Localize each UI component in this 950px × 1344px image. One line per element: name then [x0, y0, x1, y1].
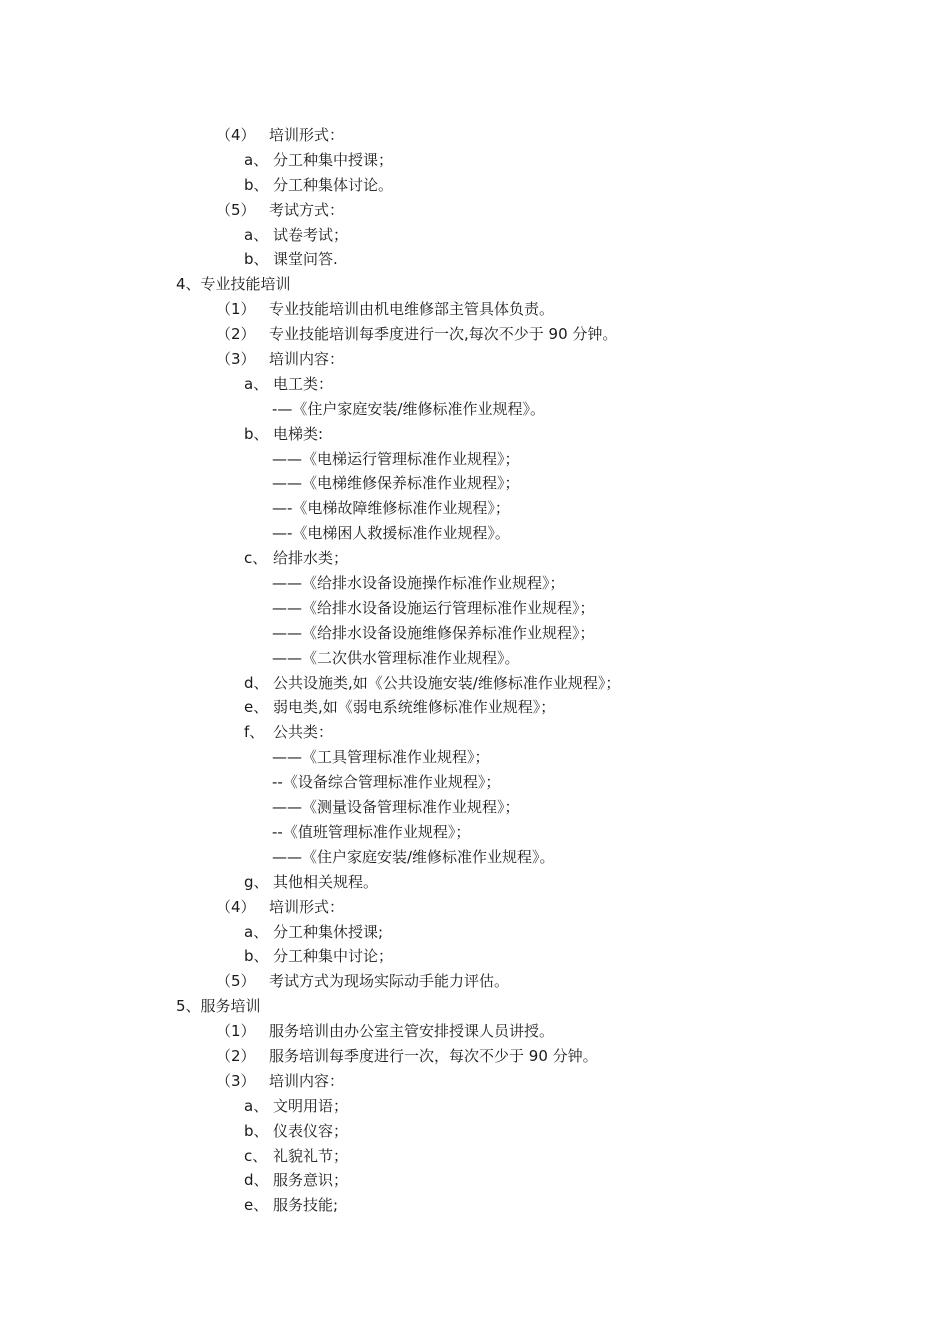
- dash-item: [0, 596, 950, 621]
- item-text: 礼貌礼节；: [273, 1146, 349, 1165]
- dash-item: [0, 521, 950, 546]
- item-text: 考试方式为现场实际动手能力评估。: [269, 972, 510, 991]
- numbered-item: [0, 1069, 950, 1094]
- item-text: 文明用语；: [273, 1096, 349, 1115]
- item-marker: 4、: [176, 275, 201, 294]
- item-text: 仪表仪容；: [273, 1121, 349, 1140]
- item-marker: （2）: [216, 1046, 256, 1065]
- item-marker: e、: [244, 1196, 269, 1215]
- item-marker: d、: [244, 1171, 269, 1190]
- dash-item: [0, 571, 950, 596]
- item-marker: a、: [244, 922, 269, 941]
- lettered-item: [0, 247, 950, 272]
- numbered-item: [0, 347, 950, 372]
- lettered-item: [0, 870, 950, 895]
- item-text: 服务技能;: [273, 1196, 339, 1215]
- item-text: --《值班管理标准作业规程》；: [272, 822, 471, 841]
- numbered-item: [0, 969, 950, 994]
- item-text: 课堂问答.: [273, 250, 338, 269]
- item-text: ——《给排水设备设施维修保养标准作业规程》；: [272, 623, 595, 642]
- item-text: 分工种集中授课；: [273, 150, 394, 169]
- lettered-item: [0, 671, 950, 696]
- lettered-item: [0, 148, 950, 173]
- lettered-item: [0, 1119, 950, 1144]
- lettered-item: [0, 720, 950, 745]
- item-marker: b、: [244, 947, 269, 966]
- item-marker: （1）: [216, 1022, 256, 1041]
- item-text: ——《电梯维修保养标准作业规程》；: [272, 474, 520, 493]
- lettered-item: [0, 173, 950, 198]
- item-text: 公共类：: [273, 723, 334, 742]
- numbered-item: [0, 1044, 950, 1069]
- lettered-item: [0, 223, 950, 248]
- item-marker: f、: [244, 723, 265, 742]
- item-marker: （5）: [216, 972, 256, 991]
- item-text: 培训形式：: [269, 897, 345, 916]
- item-text: 服务意识；: [273, 1171, 349, 1190]
- dash-item: [0, 397, 950, 422]
- item-text: ——《给排水设备设施运行管理标准作业规程》；: [272, 598, 595, 617]
- numbered-item: [0, 322, 950, 347]
- item-marker: （5）: [216, 200, 256, 219]
- item-marker: （4）: [216, 897, 256, 916]
- lettered-item: [0, 546, 950, 571]
- item-marker: e、: [244, 698, 269, 717]
- numbered-item: [0, 198, 950, 223]
- dash-item: [0, 471, 950, 496]
- item-text: —-《电梯困人救援标准作业规程》。: [272, 524, 510, 543]
- item-text: 其他相关规程。: [273, 872, 379, 891]
- item-marker: （1）: [216, 300, 256, 319]
- item-text: 专业技能培训: [200, 275, 291, 294]
- item-text: 服务培训由办公室主管安排授课人员讲授。: [269, 1022, 555, 1041]
- item-text: 服务培训每季度进行一次，每次不少于 90 分钟。: [269, 1046, 598, 1065]
- item-marker: a、: [244, 1096, 269, 1115]
- item-text: 专业技能培训由机电维修部主管具体负责。: [269, 300, 555, 319]
- item-text: ——《给排水设备设施操作标准作业规程》；: [272, 574, 565, 593]
- section-heading: [0, 272, 950, 297]
- item-text: 分工种集中讨论；: [273, 947, 394, 966]
- dash-item: [0, 745, 950, 770]
- item-marker: c、: [244, 1146, 268, 1165]
- lettered-item: [0, 1144, 950, 1169]
- item-marker: a、: [244, 225, 269, 244]
- dash-item: [0, 496, 950, 521]
- item-marker: 5、: [176, 997, 201, 1016]
- lettered-item: [0, 1168, 950, 1193]
- dash-item: [0, 621, 950, 646]
- item-text: 试卷考试；: [273, 225, 349, 244]
- numbered-item: [0, 895, 950, 920]
- item-text: ——《住户家庭安装/维修标准作业规程》。: [272, 847, 555, 866]
- lettered-item: [0, 422, 950, 447]
- item-text: 培训形式：: [269, 126, 345, 144]
- item-marker: b、: [244, 175, 269, 194]
- lettered-item: [0, 920, 950, 945]
- item-text: —-《电梯故障维修标准作业规程》；: [272, 499, 510, 518]
- dash-item: [0, 845, 950, 870]
- item-marker: （4）: [216, 126, 256, 144]
- item-marker: b、: [244, 250, 269, 269]
- item-text: -—《住户家庭安装/维修标准作业规程》。: [272, 399, 545, 418]
- item-text: 服务培训: [200, 997, 261, 1016]
- item-text: 培训内容：: [269, 1071, 345, 1090]
- numbered-item: [0, 297, 950, 322]
- item-text: 考试方式：: [269, 200, 345, 219]
- item-marker: （3）: [216, 1071, 256, 1090]
- item-text: 给排水类；: [273, 549, 349, 568]
- item-text: ——《测量设备管理标准作业规程》；: [272, 798, 520, 817]
- section-heading: [0, 994, 950, 1019]
- item-text: 培训内容：: [269, 350, 345, 369]
- dash-item: [0, 447, 950, 472]
- dash-item: [0, 646, 950, 671]
- item-text: ——《二次供水管理标准作业规程》。: [272, 648, 520, 667]
- item-text: 弱电类,如《弱电系统维修标准作业规程》；: [273, 698, 556, 717]
- item-text: 电工类：: [273, 374, 334, 393]
- item-text: ——《工具管理标准作业规程》；: [272, 748, 490, 767]
- item-marker: （2）: [216, 325, 256, 344]
- item-marker: （3）: [216, 350, 256, 369]
- item-text: 分工种集体讨论。: [273, 175, 394, 194]
- item-text: ——《电梯运行管理标准作业规程》；: [272, 449, 520, 468]
- item-text: --《设备综合管理标准作业规程》；: [272, 773, 501, 792]
- item-marker: b、: [244, 424, 269, 443]
- numbered-item: [0, 1019, 950, 1044]
- lettered-item: [0, 372, 950, 397]
- lettered-item: [0, 1094, 950, 1119]
- lettered-item: [0, 695, 950, 720]
- item-text: 电梯类:: [273, 424, 324, 443]
- item-marker: a、: [244, 150, 269, 169]
- numbered-item: [0, 123, 950, 148]
- item-marker: g、: [244, 872, 269, 891]
- item-text: 分工种集休授课;: [273, 922, 384, 941]
- item-marker: b、: [244, 1121, 269, 1140]
- dash-item: [0, 795, 950, 820]
- item-text: 专业技能培训每季度进行一次,每次不少于 90 分钟。: [269, 325, 618, 344]
- item-text: 公共设施类,如《公共设施安装/维修标准作业规程》；: [273, 673, 621, 692]
- item-marker: a、: [244, 374, 269, 393]
- item-marker: d、: [244, 673, 269, 692]
- document-page: [0, 123, 950, 1218]
- lettered-item: [0, 1193, 950, 1218]
- dash-item: [0, 770, 950, 795]
- lettered-item: [0, 944, 950, 969]
- dash-item: [0, 820, 950, 845]
- item-marker: c、: [244, 549, 268, 568]
